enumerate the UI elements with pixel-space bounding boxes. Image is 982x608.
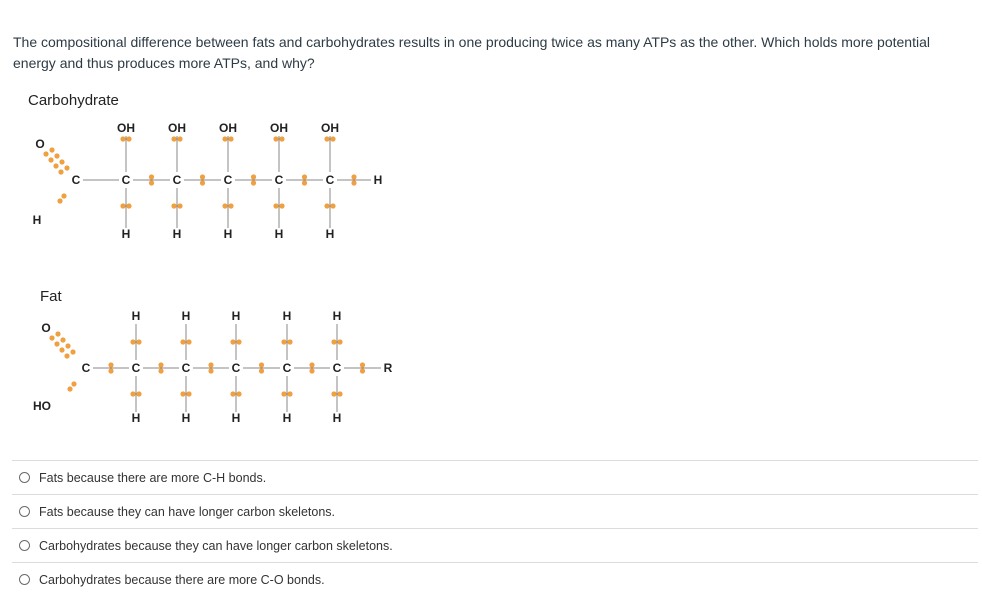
bottom-group: H xyxy=(172,227,182,241)
electron xyxy=(228,136,233,141)
oxygen-atom: O xyxy=(41,321,51,335)
electron xyxy=(54,341,59,346)
electron xyxy=(120,136,125,141)
top-group: H xyxy=(282,309,292,323)
electron xyxy=(259,362,264,367)
electron xyxy=(136,391,141,396)
electron xyxy=(130,391,135,396)
radio-button[interactable] xyxy=(19,540,30,551)
carbon-atom: C xyxy=(81,361,91,375)
top-group: H xyxy=(131,309,141,323)
radio-button[interactable] xyxy=(19,472,30,483)
electron xyxy=(236,391,241,396)
electron xyxy=(58,169,63,174)
bottom-group: H xyxy=(231,411,241,425)
answer-text: Fats because there are more C-H bonds. xyxy=(39,470,267,485)
electron xyxy=(222,136,227,141)
top-group: OH xyxy=(117,121,135,135)
right-end-atom: R xyxy=(383,361,393,375)
top-group: H xyxy=(332,309,342,323)
electron xyxy=(281,391,286,396)
electron xyxy=(251,180,256,185)
electron xyxy=(49,147,54,152)
electron xyxy=(228,203,233,208)
answer-option-4[interactable] xyxy=(12,562,978,596)
electron xyxy=(309,362,314,367)
electron xyxy=(59,159,64,164)
electron xyxy=(126,203,131,208)
electron xyxy=(330,136,335,141)
electron xyxy=(171,203,176,208)
carbon-atom: C xyxy=(231,361,241,375)
bottom-group: H xyxy=(223,227,233,241)
electron xyxy=(126,136,131,141)
electron xyxy=(67,386,72,391)
electron xyxy=(186,391,191,396)
electron xyxy=(331,339,336,344)
fat-diagram xyxy=(0,300,420,430)
electron xyxy=(49,335,54,340)
electron xyxy=(351,174,356,179)
carbon-atom: C xyxy=(325,173,335,187)
bottom-group: H xyxy=(325,227,335,241)
electron xyxy=(53,163,58,168)
carbon-atom: C xyxy=(332,361,342,375)
electron xyxy=(330,203,335,208)
electron xyxy=(180,391,185,396)
fat-molecule xyxy=(33,309,393,425)
electron xyxy=(71,381,76,386)
electron xyxy=(251,174,256,179)
top-group: OH xyxy=(219,121,237,135)
electron xyxy=(180,339,185,344)
bottom-group: H xyxy=(282,411,292,425)
electron xyxy=(208,368,213,373)
top-group: H xyxy=(231,309,241,323)
electron xyxy=(324,136,329,141)
electron xyxy=(177,136,182,141)
electron xyxy=(136,339,141,344)
bottom-group: H xyxy=(274,227,284,241)
electron xyxy=(200,174,205,179)
electron xyxy=(158,368,163,373)
electron xyxy=(149,180,154,185)
answer-text: Fats because they can have longer carbon skeletons. xyxy=(39,504,336,519)
electron xyxy=(331,391,336,396)
electron xyxy=(48,157,53,162)
radio-button[interactable] xyxy=(19,574,30,585)
electron xyxy=(222,203,227,208)
answer-option-3[interactable] xyxy=(12,528,978,562)
left-bottom-atom: HO xyxy=(33,399,51,413)
carbohydrate-molecule xyxy=(33,121,383,241)
electron xyxy=(287,391,292,396)
electron xyxy=(57,198,62,203)
electron xyxy=(302,180,307,185)
bottom-group: H xyxy=(332,411,342,425)
bottom-group: H xyxy=(131,411,141,425)
electron xyxy=(281,339,286,344)
carbon-atom: C xyxy=(172,173,182,187)
fat-label: Fat xyxy=(40,288,62,305)
radio-button[interactable] xyxy=(19,506,30,517)
answer-list xyxy=(12,460,978,596)
electron xyxy=(171,136,176,141)
electron xyxy=(64,353,69,358)
electron xyxy=(65,343,70,348)
oxygen-atom: O xyxy=(35,137,45,151)
electron xyxy=(64,165,69,170)
carbon-atom: C xyxy=(121,173,131,187)
carbohydrate-label: Carbohydrate xyxy=(28,92,119,109)
top-group: OH xyxy=(321,121,339,135)
electron xyxy=(149,174,154,179)
bottom-group: H xyxy=(121,227,131,241)
top-group: OH xyxy=(270,121,288,135)
carbon-atom: C xyxy=(282,361,292,375)
bottom-group: H xyxy=(181,411,191,425)
electron xyxy=(259,368,264,373)
electron xyxy=(236,339,241,344)
top-group: H xyxy=(181,309,191,323)
right-end-atom: H xyxy=(373,173,383,187)
top-group: OH xyxy=(168,121,186,135)
electron xyxy=(230,339,235,344)
electron xyxy=(43,151,48,156)
electron xyxy=(273,136,278,141)
electron xyxy=(130,339,135,344)
carbon-atom: C xyxy=(223,173,233,187)
electron xyxy=(108,362,113,367)
electron xyxy=(337,391,342,396)
electron xyxy=(158,362,163,367)
electron xyxy=(120,203,125,208)
electron xyxy=(54,153,59,158)
answer-text: Carbohydrates because there are more C-O bonds. xyxy=(39,572,325,587)
electron xyxy=(360,368,365,373)
electron xyxy=(324,203,329,208)
electron xyxy=(287,339,292,344)
electron xyxy=(273,203,278,208)
electron xyxy=(302,174,307,179)
carbon-atom: C xyxy=(181,361,191,375)
electron xyxy=(337,339,342,344)
carbohydrate-diagram xyxy=(0,110,420,250)
carbon-atom: C xyxy=(131,361,141,375)
electron xyxy=(360,362,365,367)
carbon-atom: C xyxy=(274,173,284,187)
left-bottom-atom: H xyxy=(32,213,42,227)
electron xyxy=(279,203,284,208)
question-text: The compositional difference between fats and carbohydrates results in one producing twice as many ATPs as the other. Which holds more potential energy and thus produces more ATPs, and why? xyxy=(13,34,930,71)
answer-option-2[interactable] xyxy=(12,494,978,528)
electron xyxy=(108,368,113,373)
carbon-atom: C xyxy=(71,173,81,187)
answer-option-1[interactable] xyxy=(12,460,978,494)
electron xyxy=(351,180,356,185)
electron xyxy=(177,203,182,208)
electron xyxy=(208,362,213,367)
electron xyxy=(59,347,64,352)
electron xyxy=(55,331,60,336)
answer-text: Carbohydrates because they can have longer carbon skeletons. xyxy=(39,538,393,553)
electron xyxy=(186,339,191,344)
electron xyxy=(60,337,65,342)
electron xyxy=(200,180,205,185)
electron xyxy=(309,368,314,373)
electron xyxy=(70,349,75,354)
electron xyxy=(279,136,284,141)
electron xyxy=(61,193,66,198)
electron xyxy=(230,391,235,396)
